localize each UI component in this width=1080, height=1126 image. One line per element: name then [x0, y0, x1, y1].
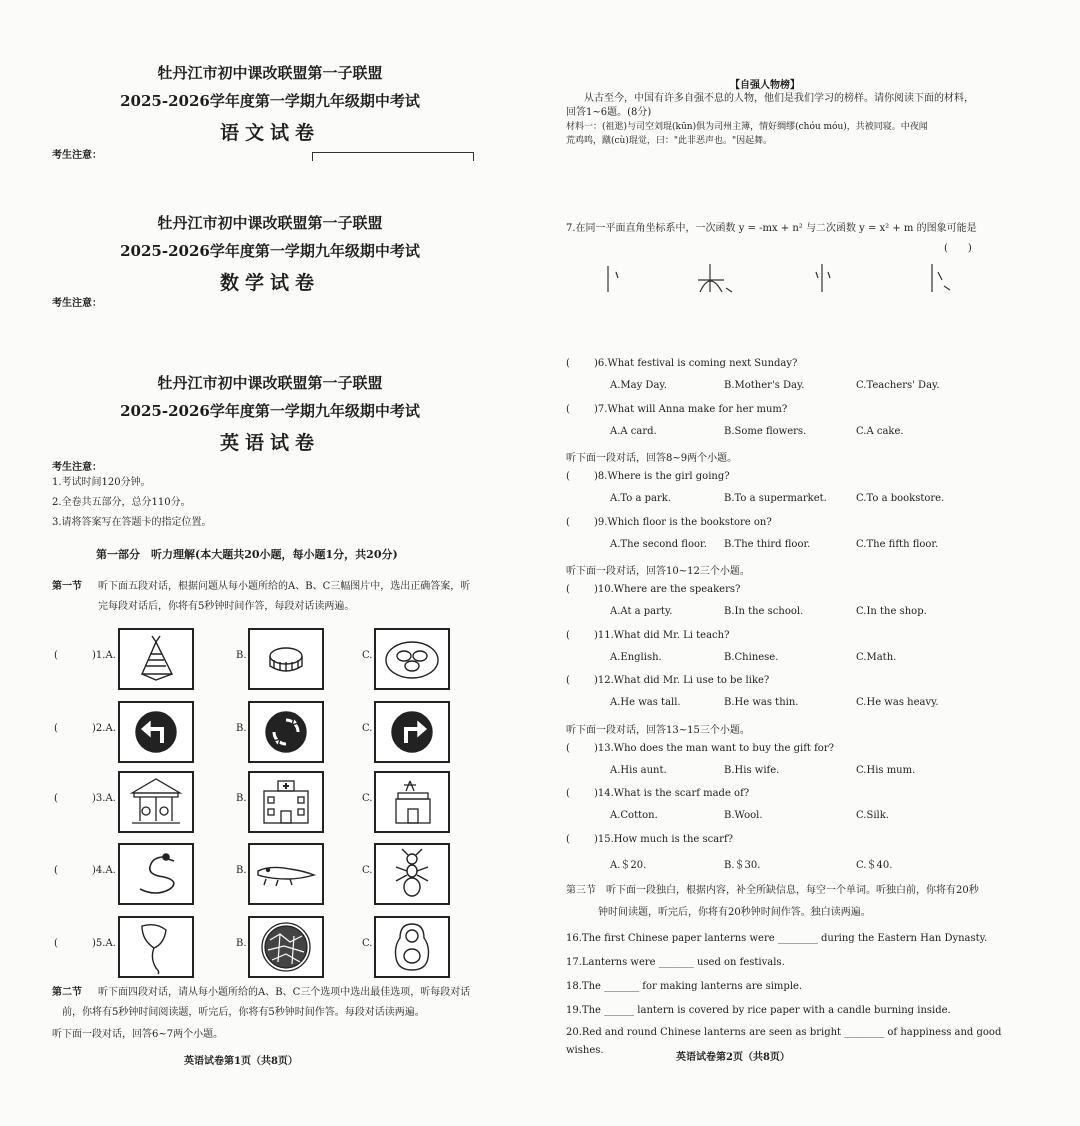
option-c[interactable]: C.The fifth floor. [856, 538, 939, 550]
option-c[interactable]: C.Math. [856, 651, 897, 663]
fill-20: 20.Red and round Chinese lanterns are seen as bright ________ of happiness and good wishes. [566, 1027, 1002, 1056]
dialogue-subheader: 听下面一段对话，回答10~12三个小题。 [566, 566, 750, 577]
dialogue-subheader: 听下面一段对话，回答8~9两个小题。 [566, 453, 738, 464]
question-text: )14.What is the scarf made of? [594, 788, 750, 799]
option-b[interactable]: B.Wool. [724, 810, 763, 821]
section2-instructions: 听下面四段对话，请从每小题所给的A、B、C三个选项中选出最佳选项，听每段对话 [98, 987, 471, 998]
dumplings-icon [376, 630, 448, 688]
picture-option[interactable] [248, 916, 324, 978]
option-c-label: C. [362, 723, 373, 734]
question-text: )8.Where is the girl going? [594, 471, 730, 482]
turn-right-sign-icon [376, 703, 448, 761]
graph-a-icon [608, 266, 618, 292]
option-b-label: B. [236, 793, 247, 804]
page-footer-2: 英语试卷第2页（共8页） [676, 1052, 790, 1063]
crocodile-icon [250, 845, 322, 903]
picture-option[interactable] [118, 771, 194, 833]
question-text: )11.What did Mr. Li teach? [594, 629, 730, 641]
option-c[interactable]: C.Teachers' Day. [856, 380, 940, 391]
option-c[interactable]: C.In the shop. [856, 606, 927, 617]
exam-title: 2025-2026学年度第一学期九年级期中考试 [120, 402, 420, 420]
option-b[interactable]: B.In the school. [724, 606, 804, 617]
notice-label: 考生注意： [52, 298, 102, 309]
option-b[interactable]: B.Some flowers. [724, 425, 807, 437]
option-c-label: C. [362, 865, 373, 876]
option-a[interactable]: A.Cotton. [610, 810, 658, 821]
picture-option[interactable] [374, 843, 450, 905]
option-c-label: C. [362, 650, 373, 661]
nesting-doll-icon [376, 918, 448, 976]
option-b[interactable]: B.Chinese. [724, 651, 779, 663]
picture-option[interactable] [248, 843, 324, 905]
section1-instructions-2: 完每段对话后，你将有5秒钟时间作答，每段对话读两遍。 [98, 601, 355, 612]
picture-question-label: )5.A. [92, 938, 116, 949]
section1-label: 第一节 [52, 581, 82, 592]
snake-icon [120, 845, 192, 903]
fill-17: 17.Lanterns were _______ used on festivals. [566, 957, 785, 968]
section2-subheader: 听下面一段对话，回答6~7两个小题。 [52, 1029, 224, 1040]
answer-paren[interactable]: ( [566, 403, 570, 415]
picture-option[interactable] [374, 701, 450, 763]
library-icon [376, 773, 448, 831]
graph-d-icon [932, 264, 950, 292]
reading-intro-2: 回答1~6题。(8分) [566, 107, 652, 118]
subject-title: 数学试卷 [219, 272, 320, 294]
option-b[interactable]: B.＄30. [724, 859, 761, 871]
answer-paren[interactable]: ( [54, 650, 58, 661]
option-b-label: B. [236, 938, 247, 949]
option-b-label: B. [236, 723, 247, 734]
option-c-label: C. [362, 793, 373, 804]
reading-material-2: 荒鸡鸣，蹴(cù)琨觉，曰："此非恶声也。"因起舞。 [566, 136, 773, 146]
cropped-box [312, 152, 474, 161]
graph-b-icon [698, 264, 732, 292]
kite-icon [120, 918, 192, 976]
picture-option[interactable] [248, 701, 324, 763]
option-c[interactable]: C.Silk. [856, 810, 889, 821]
fill-18: 18.The _______ for making lanterns are simple. [566, 981, 803, 992]
answer-paren[interactable]: ( [566, 833, 570, 845]
option-b[interactable]: B.He was thin. [724, 697, 799, 708]
answer-paren[interactable]: ( [566, 742, 570, 754]
question-text: )12.What did Mr. Li use to be like? [594, 675, 770, 686]
option-a[interactable]: A.＄20. [610, 859, 647, 871]
picture-option[interactable] [374, 628, 450, 690]
notice-label: 考生注意： [52, 150, 102, 161]
union-title: 牡丹江市初中课改联盟第一子联盟 [157, 64, 383, 82]
option-c-label: C. [362, 938, 373, 949]
option-b[interactable]: B.The third floor. [724, 538, 811, 550]
option-a[interactable]: A.At a party. [610, 606, 673, 617]
option-a[interactable]: A.May Day. [610, 380, 667, 391]
option-c[interactable]: C.He was heavy. [856, 697, 939, 708]
picture-option[interactable] [118, 628, 194, 690]
answer-paren[interactable]: ( [54, 865, 58, 876]
picture-option[interactable] [118, 916, 194, 978]
question-text: )10.Where are the speakers? [594, 584, 741, 595]
union-title: 牡丹江市初中课改联盟第一子联盟 [157, 214, 383, 232]
picture-question-label: )2.A. [92, 723, 116, 734]
picture-option[interactable] [248, 771, 324, 833]
function-graphs [590, 258, 990, 298]
fill-16: 16.The first Chinese paper lanterns were ________ during the Eastern Han Dynasty. [566, 933, 988, 944]
union-title: 牡丹江市初中课改联盟第一子联盟 [157, 374, 383, 392]
turn-left-sign-icon [120, 703, 192, 761]
answer-paren[interactable]: ( [566, 629, 570, 641]
section2-label: 第二节 [52, 987, 82, 998]
option-a[interactable]: A.A card. [610, 425, 657, 437]
answer-paren[interactable]: ( [566, 788, 570, 799]
hospital-icon [250, 773, 322, 831]
answer-paren[interactable]: ( [54, 793, 58, 804]
answer-paren[interactable]: ( [566, 584, 570, 595]
graph-c-icon [816, 264, 830, 292]
paper-cut-icon [250, 918, 322, 976]
option-a[interactable]: A.To a park. [610, 493, 672, 504]
section3-instructions-2: 钟时间读题，听完后，你将有20秒钟时间作答。独白读两遍。 [598, 907, 871, 918]
question-text: )15.How much is the scarf? [594, 833, 734, 845]
ant-icon [376, 845, 448, 903]
rule-2: 2.全卷共五部分，总分110分。 [52, 497, 191, 508]
picture-option[interactable] [118, 843, 194, 905]
roundabout-sign-icon [250, 703, 322, 761]
picture-option[interactable] [248, 628, 324, 690]
rule-3: 3.请将答案写在答题卡的指定位置。 [52, 517, 212, 528]
picture-question-label: )3.A. [92, 793, 116, 804]
section2-instructions-2: 前，你将有5秒钟时间阅读题，听完后，你将有5秒钟时间作答。每段对话读两遍。 [62, 1007, 425, 1018]
answer-paren[interactable]: ( [566, 675, 570, 686]
carousel-icon [120, 773, 192, 831]
option-a[interactable]: A.He was tall. [610, 697, 681, 708]
picture-question-label: )1.A. [92, 650, 116, 661]
option-c[interactable]: C.To a bookstore. [856, 493, 945, 504]
notice-label: 考生注意： [52, 462, 102, 473]
rule-1: 1.考试时间120分钟。 [52, 477, 151, 488]
math-q7-text: 7.在同一平面直角坐标系中，一次函数 y = -mx + n² 与二次函数 y = x² + m 的图象可能是 [566, 223, 977, 234]
answer-paren[interactable]: ( [566, 358, 570, 369]
picture-option[interactable] [118, 701, 194, 763]
math-q7-paren: ( ) [944, 243, 972, 254]
option-b-label: B. [236, 865, 247, 876]
fill-19: 19.The ______ lantern is covered by rice paper with a candle burning inside. [566, 1005, 951, 1016]
answer-paren[interactable]: ( [566, 516, 570, 528]
option-c[interactable]: C.＄40. [856, 859, 893, 871]
question-text: )9.Which floor is the bookstore on? [594, 516, 772, 528]
reading-intro: 从古至今，中国有许多自强不息的人物，他们是我们学习的榜样。请你阅读下面的材料， [584, 93, 974, 104]
exam-title: 2025-2026学年度第一学期九年级期中考试 [120, 92, 420, 110]
part1-heading: 第一部分 听力理解(本大题共20小题，每小题1分，共20分) [96, 548, 398, 561]
picture-option[interactable] [374, 771, 450, 833]
picture-question-label: )4.A. [92, 865, 116, 876]
reading-title: 【自强人物榜】 [730, 80, 800, 91]
option-b[interactable]: B.Mother's Day. [724, 380, 805, 391]
question-text: )13.Who does the man want to buy the gift for? [594, 742, 834, 754]
subject-title: 英语试卷 [219, 432, 320, 454]
picture-option[interactable] [374, 916, 450, 978]
dialogue-subheader: 听下面一段对话，回答13~15三个小题。 [566, 724, 750, 736]
option-a[interactable]: A.The second floor. [610, 538, 707, 550]
option-b[interactable]: B.To a supermarket. [724, 493, 827, 504]
section3-instructions: 第三节 听下面一段独白，根据内容，补全所缺信息，每空一个单词。听独白前，你将有20秒 [566, 885, 979, 896]
zongzi-icon [120, 630, 192, 688]
section1-instructions: 听下面五段对话，根据问题从每小题所给的A、B、C三幅图片中，选出正确答案，听 [98, 581, 471, 592]
option-c[interactable]: C.A cake. [856, 425, 904, 437]
subject-title: 语文试卷 [219, 122, 320, 144]
mooncake-icon [250, 630, 322, 688]
option-b-label: B. [236, 650, 247, 661]
option-a[interactable]: A.English. [610, 651, 662, 663]
question-text: )6.What festival is coming next Sunday? [594, 358, 798, 369]
option-a[interactable]: A.His aunt. [610, 764, 667, 776]
question-text: )7.What will Anna make for her mum? [594, 403, 788, 415]
answer-paren[interactable]: ( [54, 723, 58, 734]
exam-title: 2025-2026学年度第一学期九年级期中考试 [120, 242, 420, 260]
option-b[interactable]: B.His wife. [724, 764, 780, 776]
answer-paren[interactable]: ( [54, 938, 58, 949]
reading-material: 材料一：(祖逖)与司空刘琨(kūn)俱为司州主簿，情好绸缪(chóu móu)，共被同寝。中夜闻 [566, 122, 928, 132]
answer-paren[interactable]: ( [566, 471, 570, 482]
option-c[interactable]: C.His mum. [856, 764, 916, 776]
page-footer-1: 英语试卷第1页（共8页） [184, 1056, 298, 1067]
